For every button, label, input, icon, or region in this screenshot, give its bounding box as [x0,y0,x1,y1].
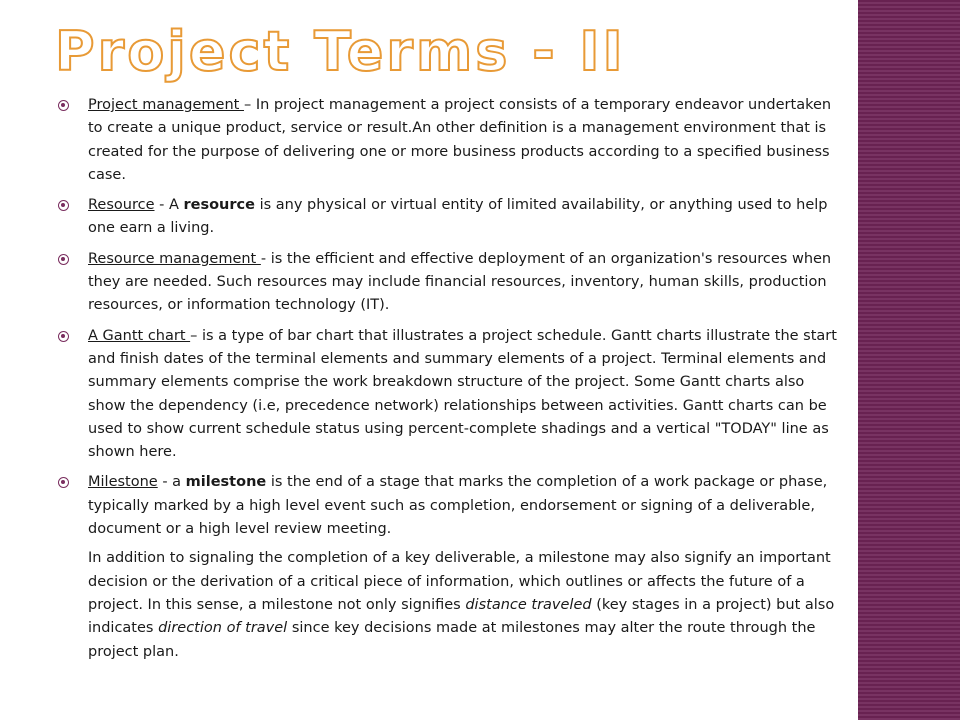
term-label: A Gantt chart [88,327,191,344]
list-item-resource-management [58,248,846,318]
term-connector: - A [154,197,184,214]
bullet-icon [58,100,69,111]
slide-title: Project Terms - II [55,20,626,83]
continuation-italic: distance traveled [465,596,592,613]
list-item-milestone [58,471,846,663]
term-keyword: milestone [185,474,267,491]
term-definition: is the end of a stage that marks the completion of a work package or phase, typically marked by a high level event such as completion, endorsement or signing of a deliverable, document or a high level review meeting. [88,474,828,538]
bullet-icon [58,477,69,488]
term-list [58,94,846,671]
continuation-italic: direction of travel [158,620,288,637]
term-label: Milestone [88,474,158,491]
term-definition: is any physical or virtual entity of limited availability, or anything used to help one earn a living. [88,197,828,237]
term-label: Project management [88,97,244,113]
side-panel [858,0,960,720]
continuation-text: since key decisions made at milestones may alter the route through the project plan. [88,620,816,660]
bullet-icon [58,200,69,211]
bullet-icon [58,254,69,265]
list-item-project-management [58,94,846,187]
term-definition: - is the efficient and effective deployment of an organization's resources when they are needed. Such resources may include financial resources, inventory, human skills, production resources, or information technology (IT). [88,250,832,314]
list-item-resource [58,194,846,241]
term-connector: - a [157,474,186,491]
term-keyword: resource [183,197,255,214]
list-item-gantt-chart [58,325,846,465]
continuation-text: In addition to signaling the completion of a key deliverable, a milestone may also signify an important decision or the derivation of a critical piece of information, which outlines or affects the future of a project. In this sense, a milestone not only signifies [88,550,831,613]
continuation-text: (key stages in a project) but also indicates [88,596,835,637]
term-label: Resource management [88,250,261,267]
term-definition: – is a type of bar chart that illustrates a project schedule. Gantt charts illustrate the start and finish dates of the terminal elements and summary elements of a project. Terminal elements and summary elements comprise the work breakdown structure of the project. Some Gantt charts also show the dependency (i.e, precedence network) relationships between activities. Gantt charts can be used to show current schedule status using percent-complete shadings and a vertical "TODAY" line as shown here. [88,327,837,461]
term-label: Resource [88,197,155,214]
milestone-continuation [88,547,846,663]
bullet-icon [58,331,69,342]
term-definition: – In project management a project consists of a temporary endeavor undertaken to create a unique product, service or result.An other definition is a management environment that is created for the purpose of delivering one or more business products according to a specified business case. [88,97,832,183]
